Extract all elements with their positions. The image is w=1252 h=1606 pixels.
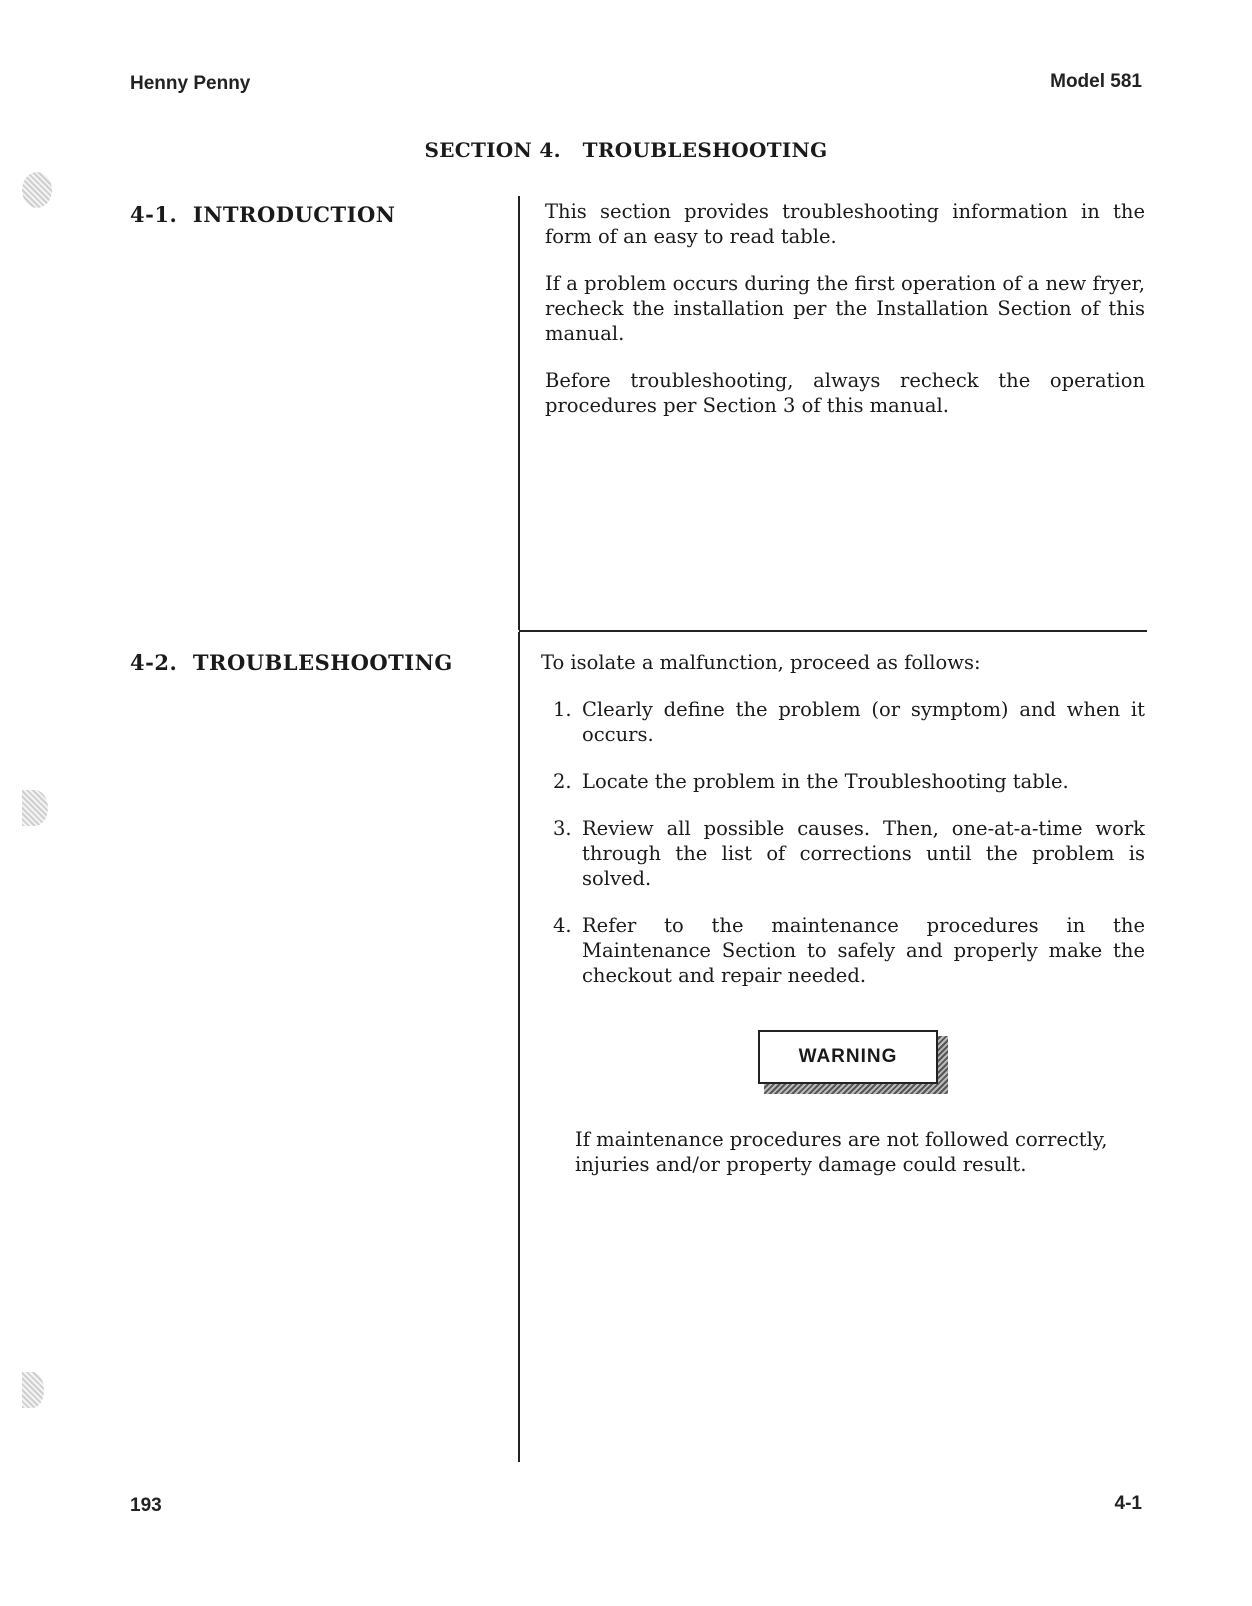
- punch-hole-bottom: [22, 1372, 44, 1408]
- footer-page-id: 193: [130, 1495, 162, 1516]
- list-item: [541, 697, 1145, 747]
- footer-page-number: 4-1: [1114, 1493, 1142, 1514]
- intro-heading: 4-1. INTRODUCTION: [130, 202, 396, 227]
- intro-paragraph: If a problem occurs during the first operation of a new fryer, recheck the installation per the Installation Section of this manual.: [545, 272, 1145, 345]
- step-text: Locate the problem in the Troubleshooting table.: [582, 770, 1069, 793]
- step-number: 2.: [553, 770, 572, 793]
- step-number: 4.: [553, 914, 572, 937]
- column-divider-top: [518, 196, 520, 630]
- column-divider-bottom: [518, 632, 520, 1462]
- punch-hole-top: [22, 172, 52, 208]
- troubleshooting-steps: [541, 697, 1145, 988]
- intro-body: [545, 199, 1145, 418]
- list-item: [541, 913, 1145, 988]
- warning-label: WARNING: [758, 1030, 938, 1084]
- section-title: SECTION 4. TROUBLESHOOTING: [424, 138, 828, 162]
- warning-text: If maintenance procedures are not followed correctly, injuries and/or property damage could result.: [575, 1128, 1108, 1176]
- step-text: Refer to the maintenance procedures in the Maintenance Section to safely and properly make the checkout and repair needed.: [582, 914, 1145, 987]
- section-divider: [519, 630, 1147, 632]
- step-text: Clearly define the problem (or symptom) and when it occurs.: [582, 698, 1145, 746]
- step-number: 1.: [553, 698, 572, 721]
- troubleshooting-lead: To isolate a malfunction, proceed as follows:: [541, 651, 981, 674]
- troubleshooting-heading: 4-2. TROUBLESHOOTING: [130, 650, 453, 675]
- warning-box: [758, 1030, 948, 1094]
- intro-paragraph: Before troubleshooting, always recheck the operation procedures per Section 3 of this manual.: [545, 369, 1145, 417]
- step-text: Review all possible causes. Then, one-at-a-time work through the list of corrections until the problem is solved.: [582, 817, 1145, 890]
- list-item: [541, 769, 1145, 794]
- punch-hole-middle: [22, 790, 48, 826]
- troubleshooting-body: [541, 650, 1145, 1010]
- step-number: 3.: [553, 817, 572, 840]
- header-brand: Henny Penny: [130, 73, 251, 94]
- list-item: [541, 816, 1145, 891]
- intro-paragraph: This section provides troubleshooting information in the form of an easy to read table.: [545, 200, 1145, 248]
- header-model: Model 581: [1050, 71, 1142, 92]
